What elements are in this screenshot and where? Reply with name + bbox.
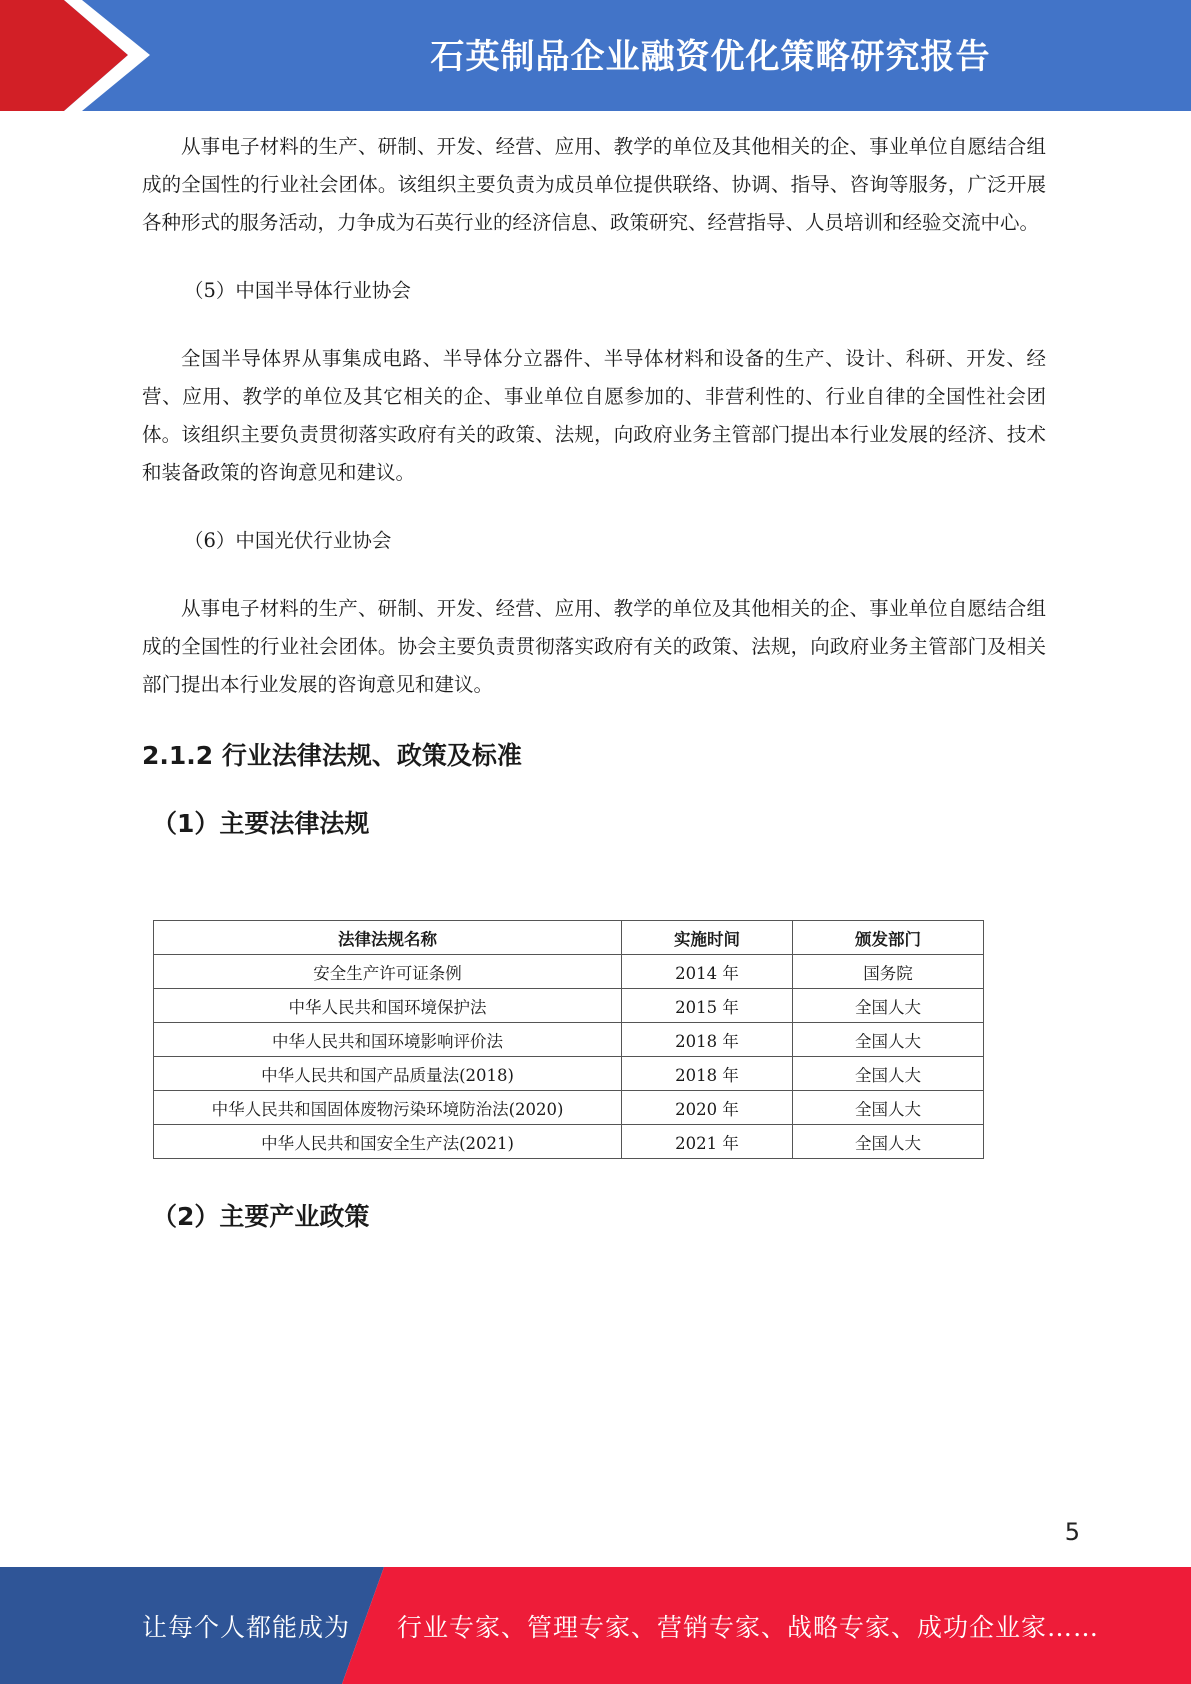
section-title: 2.1.2 行业法律法规、政策及标准	[142, 741, 522, 770]
paragraph-photovoltaic-association: 从事电子材料的生产、研制、开发、经营、应用、教学的单位及其他相关的企、事业单位自愿结合组成的全国性的行业社会团体。协会主要负责贯彻落实政府有关的政策、法规，向政府业务主管部门及相关部门提出本行业发展的咨询意见和建议。	[142, 597, 1046, 696]
issuing-department: 全国人大	[793, 1091, 984, 1125]
heading-photovoltaic-association: （6）中国光伏行业协会	[184, 529, 392, 552]
issuing-department: 全国人大	[793, 1023, 984, 1057]
main-content	[142, 128, 1046, 845]
law-name: 中华人民共和国固体废物污染环境防治法(2020)	[154, 1091, 622, 1125]
heading-semiconductor-association: （5）中国半导体行业协会	[184, 279, 411, 302]
footer-slogan: 让每个人都能成为	[142, 1612, 351, 1642]
law-name: 中华人民共和国安全生产法(2021)	[154, 1125, 622, 1159]
issuing-department: 全国人大	[793, 989, 984, 1023]
page-header	[0, 0, 1191, 111]
table-header-row	[154, 921, 984, 955]
page-footer	[0, 1567, 1191, 1684]
table-row	[154, 1091, 984, 1125]
table-row	[154, 989, 984, 1023]
report-title: 石英制品企业融资优化策略研究报告	[430, 36, 991, 77]
table-row	[154, 1023, 984, 1057]
effective-date: 2020 年	[622, 1091, 793, 1125]
table-row	[154, 1125, 984, 1159]
effective-date: 2018 年	[622, 1057, 793, 1091]
paragraph-electronic-materials: 从事电子材料的生产、研制、开发、经营、应用、教学的单位及其他相关的企、事业单位自愿结合组成的全国性的行业社会团体。该组织主要负责为成员单位提供联络、协调、指导、咨询等服务，广泛开展各种形式的服务活动，力争成为石英行业的经济信息、政策研究、经营指导、人员培训和经验交流中心。	[142, 135, 1046, 234]
page-number: 5	[1064, 1518, 1080, 1546]
footer-roles: 行业专家、管理专家、营销专家、战略专家、成功企业家……	[397, 1612, 1100, 1642]
paragraph-semiconductor-association: 全国半导体界从事集成电路、半导体分立器件、半导体材料和设备的生产、设计、科研、开发、经营、应用、教学的单位及其它相关的企、事业单位自愿参加的、非营利性的、行业自律的全国性社会团体。该组织主要负责贯彻落实政府有关的政策、法规，向政府业务主管部门提出本行业发展的经济、技术和装备政策的咨询意见和建议。	[142, 347, 1046, 484]
table-row	[154, 955, 984, 989]
header-effective-date: 实施时间	[622, 921, 793, 955]
law-name: 中华人民共和国环境影响评价法	[154, 1023, 622, 1057]
effective-date: 2018 年	[622, 1023, 793, 1057]
header-issuing-department: 颁发部门	[793, 921, 984, 955]
law-name: 安全生产许可证条例	[154, 955, 622, 989]
effective-date: 2014 年	[622, 955, 793, 989]
subsection-main-laws: （1）主要法律法规	[152, 809, 370, 838]
law-name: 中华人民共和国产品质量法(2018)	[154, 1057, 622, 1091]
laws-table	[153, 920, 984, 1159]
table-row	[154, 1057, 984, 1091]
law-name: 中华人民共和国环境保护法	[154, 989, 622, 1023]
effective-date: 2015 年	[622, 989, 793, 1023]
issuing-department: 全国人大	[793, 1125, 984, 1159]
issuing-department: 国务院	[793, 955, 984, 989]
issuing-department: 全国人大	[793, 1057, 984, 1091]
header-law-name: 法律法规名称	[154, 921, 622, 955]
effective-date: 2021 年	[622, 1125, 793, 1159]
subsection-industry-policies: （2）主要产业政策	[152, 1202, 370, 1231]
